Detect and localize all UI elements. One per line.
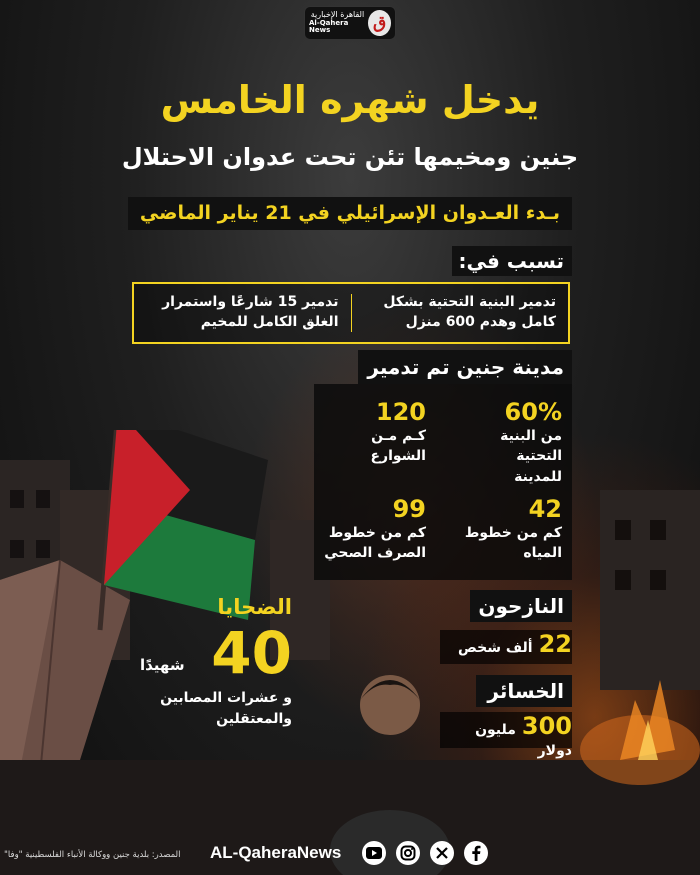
source-note: المصدر: بلدية جنين ووكالة الأنباء الفلسطينية "وفا" [4, 850, 181, 860]
stat-number: 60% [504, 398, 562, 426]
effect-line: تدمير البنية التحتية بشكل [383, 294, 556, 310]
start-date-bar: بـدء العـدوان الإسرائيلي في 21 يناير الماضي [128, 197, 572, 230]
instagram-icon[interactable] [396, 841, 420, 865]
stat-line: كم من خطوط [328, 525, 426, 541]
stat-infrastructure [450, 398, 562, 487]
stat-line: الشوارع [370, 448, 426, 465]
victims-line: و عشرات المصابين [160, 690, 292, 706]
channel-logo [304, 6, 396, 40]
stat-number: 42 [528, 495, 562, 523]
effects-box [132, 282, 570, 344]
losses-value [440, 712, 572, 759]
displaced-value [440, 630, 572, 664]
stat-line: للمدينة [514, 468, 562, 485]
stat-line: كم من خطوط [464, 525, 562, 541]
stat-line: الصرف الصحي [324, 545, 426, 562]
stat-line: كـم مـن [371, 428, 426, 444]
victims-label: الضحايا [217, 595, 292, 619]
displaced-unit: ألف شخص [458, 640, 533, 656]
stat-number: 99 [392, 495, 426, 523]
stat-sewage-lines [322, 495, 426, 564]
effect-line: تدمير 15 شارعًا واستمرار [162, 294, 339, 310]
facebook-icon[interactable] [464, 841, 488, 865]
stat-line: المياه [523, 545, 562, 562]
brand-handle: AL-QaheraNews [210, 843, 342, 862]
logo-english-text: Al-Qahera News [309, 18, 349, 35]
subheadline: جنين ومخيمها تئن تحت عدوان الاحتلال [121, 143, 579, 171]
displaced-number: 22 [538, 630, 572, 658]
youtube-icon[interactable] [362, 841, 386, 865]
victims-number: 40 [211, 619, 292, 687]
headline: يدخل شهره الخامس [160, 78, 540, 122]
victims-description [130, 688, 292, 730]
losses-number: 300 [521, 712, 572, 740]
displaced-label: النازحون [470, 590, 572, 622]
stat-line: من البنية التحتية [500, 428, 562, 465]
x-icon[interactable] [430, 841, 454, 865]
caused-label: تسبب في: [452, 246, 572, 276]
logo-arabic-text: القاهرة الإخبارية [310, 10, 365, 20]
victims-unit: شهيدًا [140, 656, 185, 674]
stat-water-lines [450, 495, 562, 564]
losses-label: الخسائر [476, 675, 572, 707]
stat-streets [322, 398, 426, 467]
footer [0, 835, 700, 875]
victims-line: والمعتقلين [216, 711, 292, 727]
effect-line: الغلق الكامل للمخيم [200, 314, 339, 331]
stat-number: 120 [375, 398, 426, 426]
effect-line: كامل وهدم 600 منزل [405, 314, 556, 331]
losses-unit: مليون دولار [475, 722, 572, 759]
logo-mark-icon: ق [368, 10, 391, 36]
effect-item [134, 284, 351, 342]
effect-item [352, 284, 569, 342]
city-destruction-label: مدينة جنين تم تدمير [358, 350, 572, 384]
